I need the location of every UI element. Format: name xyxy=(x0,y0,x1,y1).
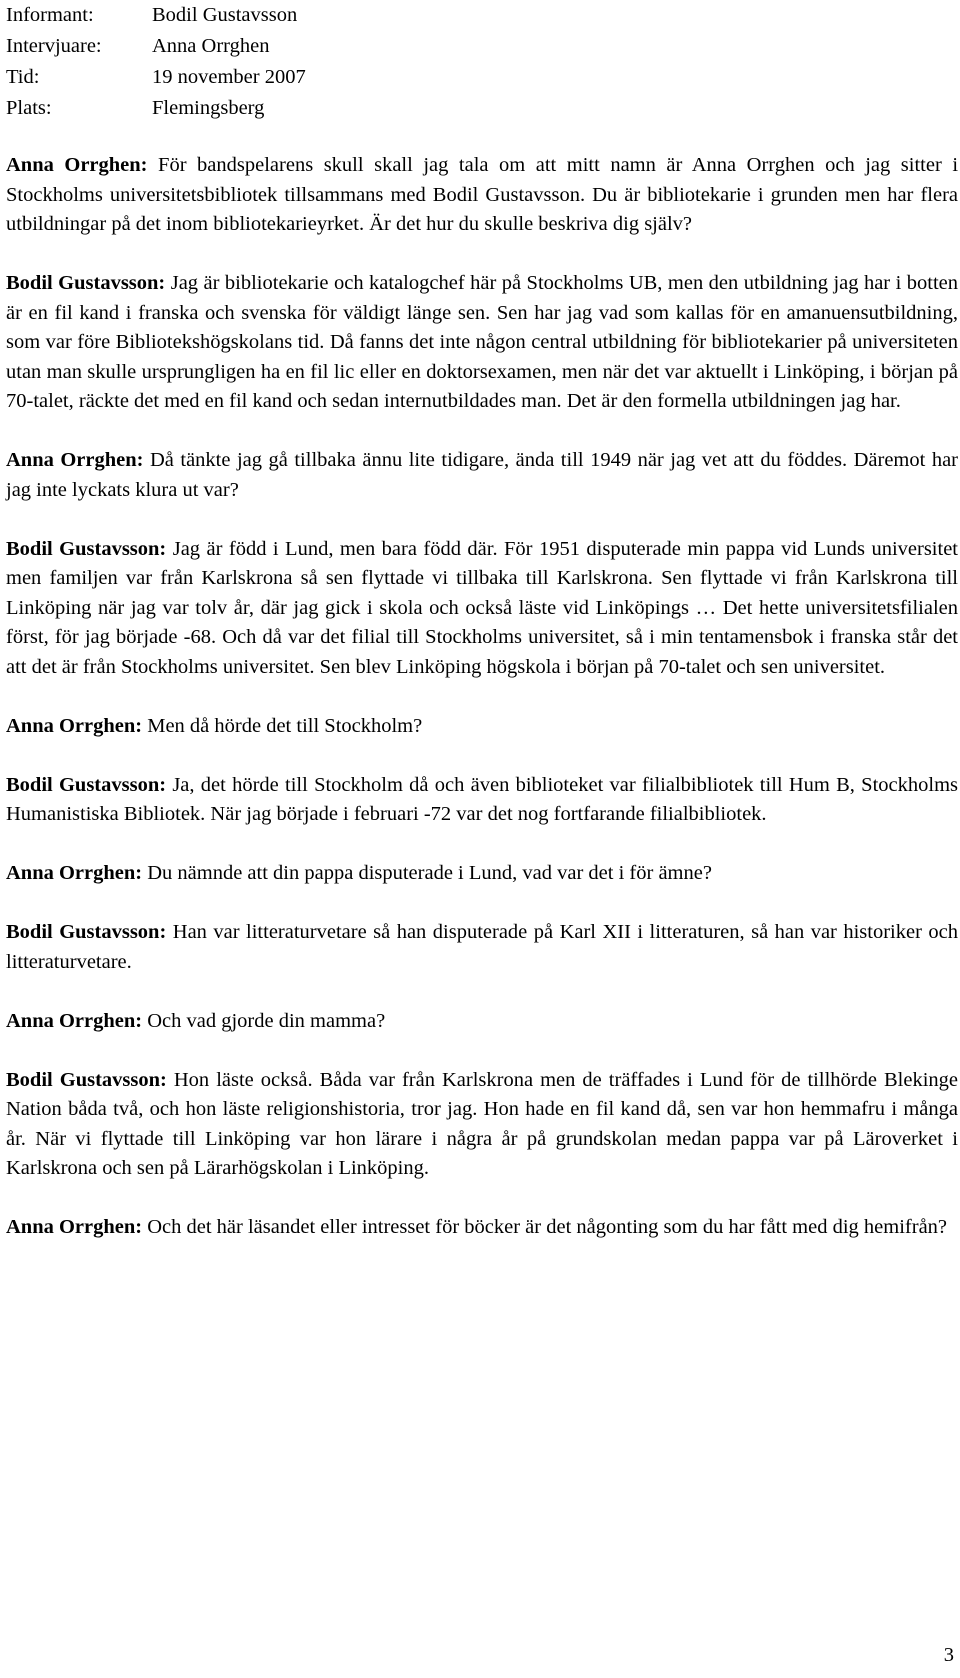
meta-label: Informant: xyxy=(6,3,94,26)
speaker-name: Anna Orrghen: xyxy=(6,1009,143,1032)
dialogue-turn xyxy=(6,446,958,505)
speaker-name: Bodil Gustavsson: xyxy=(6,921,167,943)
meta-label: Plats: xyxy=(6,96,52,119)
speaker-name: Bodil Gustavsson: xyxy=(6,272,166,294)
speaker-name: Anna Orrghen: xyxy=(6,449,144,471)
turn-text: Men då hörde det till Stockholm? xyxy=(147,714,423,737)
dialogue-turn xyxy=(6,771,958,830)
turn-text: För bandspelarens skull skall jag tala om att mitt namn är Anna Orrghen och jag sitter i Stockholms universitetsbibliotek tillsammans med Bodil Gustavsson. Du är bibliotekarie i grunden men har flera utbildningar på det inom bibliotekarieyrket. Är det hur du skulle beskriva dig själv? xyxy=(6,154,959,235)
turn-text: Hon läste också. Båda var från Karlskrona men de träffades i Lund för de tillhörde Blekinge Nation båda två, och hon läste religionshistoria, tror jag. Hon hade en fil kand då, sen var hon hemmafru i många år. När vi flyttade till Linköping var hon lärare i några år på grundskolan medan pappa var på Läroverket i Karlskrona och sen på Lärarhögskolan i Linköping. xyxy=(6,1068,958,1179)
meta-row-time xyxy=(6,62,958,93)
meta-row-interviewer xyxy=(6,31,958,62)
dialogue-turn xyxy=(6,712,958,742)
meta-row-place xyxy=(6,93,958,124)
dialogue-turn xyxy=(6,1007,958,1037)
speaker-name: Anna Orrghen: xyxy=(6,154,148,176)
meta-label: Tid: xyxy=(6,65,40,88)
speaker-name: Anna Orrghen: xyxy=(6,862,143,884)
dialogue-turn xyxy=(6,1066,958,1184)
dialogue-turn xyxy=(6,269,958,417)
speaker-name: Anna Orrghen: xyxy=(6,1216,143,1238)
meta-row-informant xyxy=(6,0,958,31)
speaker-name: Bodil Gustavsson: xyxy=(6,1068,167,1091)
dialogue-turn xyxy=(6,151,958,240)
turn-text: Jag är bibliotekarie och katalogchef här på Stockholms UB, men den utbildning jag har i botten är en fil kand i franska och svenska för väldigt länge sen. Sen har jag vad som kallas för en amanuensutbildning, som var före Bibliotekshögskolans tid. Då fanns det inte någon central utbildning för bibliotekarier på universiteten utan man skulle ursprungligen ha en fil lic eller en doktorsexamen, men när det var aktuellt i Linköping, i början på 70-talet, räckte det med en fil kand och sedan internutbildades man. Det är den formella utbildningen jag har. xyxy=(6,272,958,412)
turn-text: Jag är född i Lund, men bara född där. För 1951 disputerade min pappa vid Lunds universitet men familjen var från Karlskrona så sen flyttade vi tillbaka till Karlskrona. Sen flyttade vi från Karlskrona till Linköping när jag var tolv år, där jag gick i skola och också läste vid Linköpings … Det hette universitetsfilialen först, för jag började -68. Och då var det filial till Stockholms universitet, så i min tentamensbok i franska står det att det är från Stockholms universitet. Sen blev Linköping högskola i början på 70-talet och sen universitet. xyxy=(6,537,958,678)
speaker-name: Bodil Gustavsson: xyxy=(6,773,167,796)
speaker-name: Anna Orrghen: xyxy=(6,714,143,737)
turn-text: Ja, det hörde till Stockholm då och även biblioteket var filialbibliotek till Hum B, Stockholms Humanistiska Bibliotek. När jag började i februari -72 var det nog fortfarande filialbibliotek. xyxy=(6,773,958,825)
interview-transcript xyxy=(6,151,958,1243)
interview-metadata xyxy=(6,0,958,124)
turn-text: Du nämnde att din pappa disputerade i Lund, vad var det i för ämne? xyxy=(147,862,712,884)
page-number: 3 xyxy=(943,1643,954,1666)
turn-text: Han var litteraturvetare så han disputerade på Karl XII i litteraturen, så han var historiker och litteraturvetare. xyxy=(6,921,958,973)
meta-value: Bodil Gustavsson xyxy=(152,3,298,26)
dialogue-turn xyxy=(6,1213,958,1243)
turn-text: Och vad gjorde din mamma? xyxy=(147,1009,386,1032)
meta-label: Intervjuare: xyxy=(6,34,102,57)
turn-text: Då tänkte jag gå tillbaka ännu lite tidigare, ända till 1949 när jag vet att du föddes. Däremot har jag inte lyckats klura ut var? xyxy=(6,449,959,501)
speaker-name: Bodil Gustavsson: xyxy=(6,537,167,560)
document-page xyxy=(6,0,958,1272)
dialogue-turn xyxy=(6,918,958,977)
meta-value: 19 november 2007 xyxy=(152,65,306,88)
dialogue-turn xyxy=(6,535,958,683)
dialogue-turn xyxy=(6,859,958,889)
turn-text: Och det här läsandet eller intresset för böcker är det någonting som du har fått med dig hemifrån? xyxy=(147,1216,948,1238)
meta-value: Flemingsberg xyxy=(152,96,265,119)
meta-value: Anna Orrghen xyxy=(152,34,270,57)
